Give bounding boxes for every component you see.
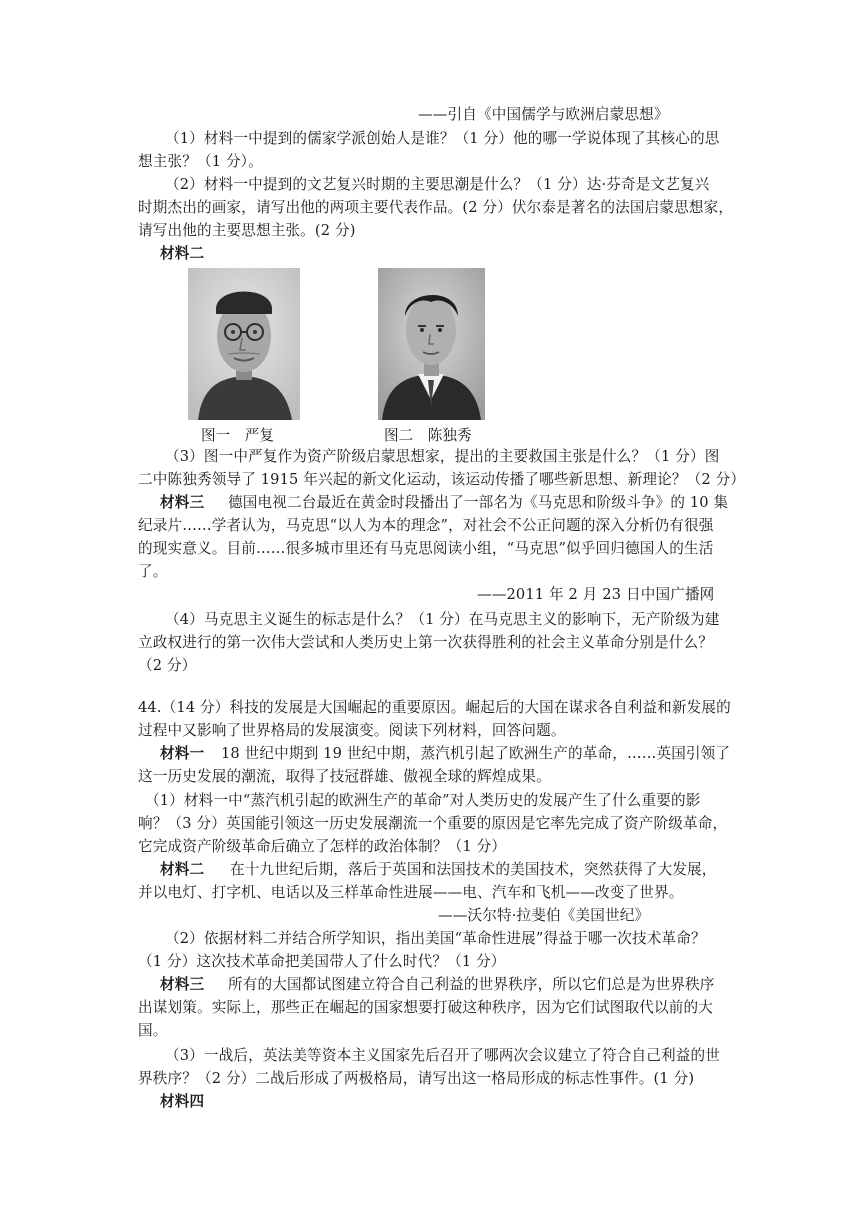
figure-2-portrait: [378, 268, 485, 420]
material-3-heading: 材料三: [160, 494, 205, 511]
question-44-3-line-1: （3）一战后，英法美等资本主义国家先后召开了哪两次会议建立了符合自己利益的世: [165, 1047, 720, 1064]
material-1-text-line-1: 18 世纪中期到 19 世纪中期，蒸汽机引起了欧洲生产的革命，……英国引领了: [221, 745, 731, 762]
material-3b-text-line-3: 国。: [138, 1022, 168, 1039]
citation-source-1: ——引自《中国儒学与欧洲启蒙思想》: [418, 106, 669, 123]
question-4-line-1: （4）马克思主义诞生的标志是什么？（1 分）在马克思主义的影响下，无产阶级为建: [165, 611, 720, 628]
question-44-1-line-1: （1）材料一中“蒸汽机引起的欧洲生产的革命”对人类历史的发展产生了什么重要的影: [145, 792, 701, 809]
figure-1-caption: 图一 严复: [201, 427, 274, 444]
citation-source-2: ——2011 年 2 月 23 日中国广播网: [477, 586, 715, 603]
material-3-text-line-2: 纪录片……学者认为，马克思“以人为本的理念”，对社会不公正问题的深入分析仍有很强: [138, 517, 714, 534]
material-4-heading: 材料四: [160, 1093, 205, 1110]
portrait-1-image: [188, 268, 300, 420]
material-3-text-line-4: 了。: [138, 563, 168, 580]
material-2b-heading: 材料二: [160, 861, 205, 878]
question-3-line-1: （3）图一中严复作为资产阶级启蒙思想家，提出的主要救国主张是什么？（1 分）图: [165, 448, 720, 465]
material-3b-heading: 材料三: [160, 976, 205, 993]
material-3b-text-line-1: 所有的大国都试图建立符合自己利益的世界秩序，所以它们总是为世界秩序: [228, 976, 715, 993]
question-1-line-1: （1）材料一中提到的儒家学派创始人是谁？（1 分）他的哪一学说体现了其核心的思: [165, 130, 720, 147]
figure-1-portrait: [188, 268, 300, 420]
question-2-line-3: 请写出他的主要思想主张。(2 分): [138, 222, 356, 239]
material-2b-text-line-1: 在十九世纪后期，落后于英国和法国技术的美国技术，突然获得了大发展，: [230, 861, 717, 878]
question-44-2-line-1: （2）依据材料二并结合所学知识，指出美国“革命性进展”得益于哪一次技术革命？: [165, 930, 706, 947]
question-4-line-3: （2 分）: [138, 657, 197, 674]
question-44-intro-line-2: 过程中又影响了世界格局的发展演变。阅读下列材料，回答问题。: [138, 722, 566, 739]
citation-source-3: ——沃尔特·拉斐伯《美国世纪》: [438, 907, 650, 924]
question-2-line-1: （2）材料一中提到的文艺复兴时期的主要思潮是什么？（1 分）达·芬奇是文艺复兴: [165, 176, 710, 193]
material-2b-text-line-2: 并以电灯、打字机、电话以及三样革命性进展——电、汽车和飞机——改变了世界。: [138, 884, 684, 901]
question-44-2-line-2: （1 分）这次技术革命把美国带人了什么时代？（1 分）: [138, 953, 506, 970]
question-4-line-2: 立政权进行的第一次伟大尝试和人类历史上第一次获得胜利的社会主义革命分别是什么？: [138, 634, 714, 651]
question-44-1-line-2: 响？（3 分）英国能引领这一历史发展潮流一个重要的原因是它率先完成了资产阶级革命，: [138, 815, 728, 832]
material-3-text-line-3: 的现实意义。目前……很多城市里还有马克思阅读小组，“马克思”似乎回归德国人的生活: [138, 540, 714, 557]
question-3-line-2: 二中陈独秀领导了 1915 年兴起的新文化运动，该运动传播了哪些新思想、新理论？（2 分）: [138, 471, 746, 488]
question-44-intro-line-1: 44.（14 分）科技的发展是大国崛起的重要原因。崛起后的大国在谋求各自利益和新发展的: [138, 699, 731, 716]
material-2-heading: 材料二: [160, 245, 205, 262]
material-3b-text-line-2: 出谋划策。实际上，那些正在崛起的国家想要打破这种秩序，因为它们试图取代以前的大: [138, 999, 714, 1016]
question-44-1-line-3: 它完成资产阶级革命后确立了怎样的政治体制？（1 分）: [138, 838, 507, 855]
portrait-2-image: [378, 268, 485, 420]
material-3-text-line-1: 德国电视二台最近在黄金时段播出了一部名为《马克思和阶级斗争》的 10 集: [228, 494, 729, 511]
question-2-line-2: 时期杰出的画家，请写出他的两项主要代表作品。(2 分）伏尔泰是著名的法国启蒙思想家，: [138, 199, 734, 216]
question-44-3-line-2: 界秩序？（2 分）二战后形成了两极格局，请写出这一格局形成的标志性事件。(1 分): [138, 1070, 695, 1087]
question-1-line-2: 想主张？（1 分）。: [138, 153, 263, 170]
material-1-heading: 材料一: [160, 745, 205, 762]
material-1-text-line-2: 这一历史发展的潮流，取得了技冠群雄、傲视全球的辉煌成果。: [138, 768, 551, 785]
figure-2-caption: 图二 陈独秀: [384, 427, 472, 444]
